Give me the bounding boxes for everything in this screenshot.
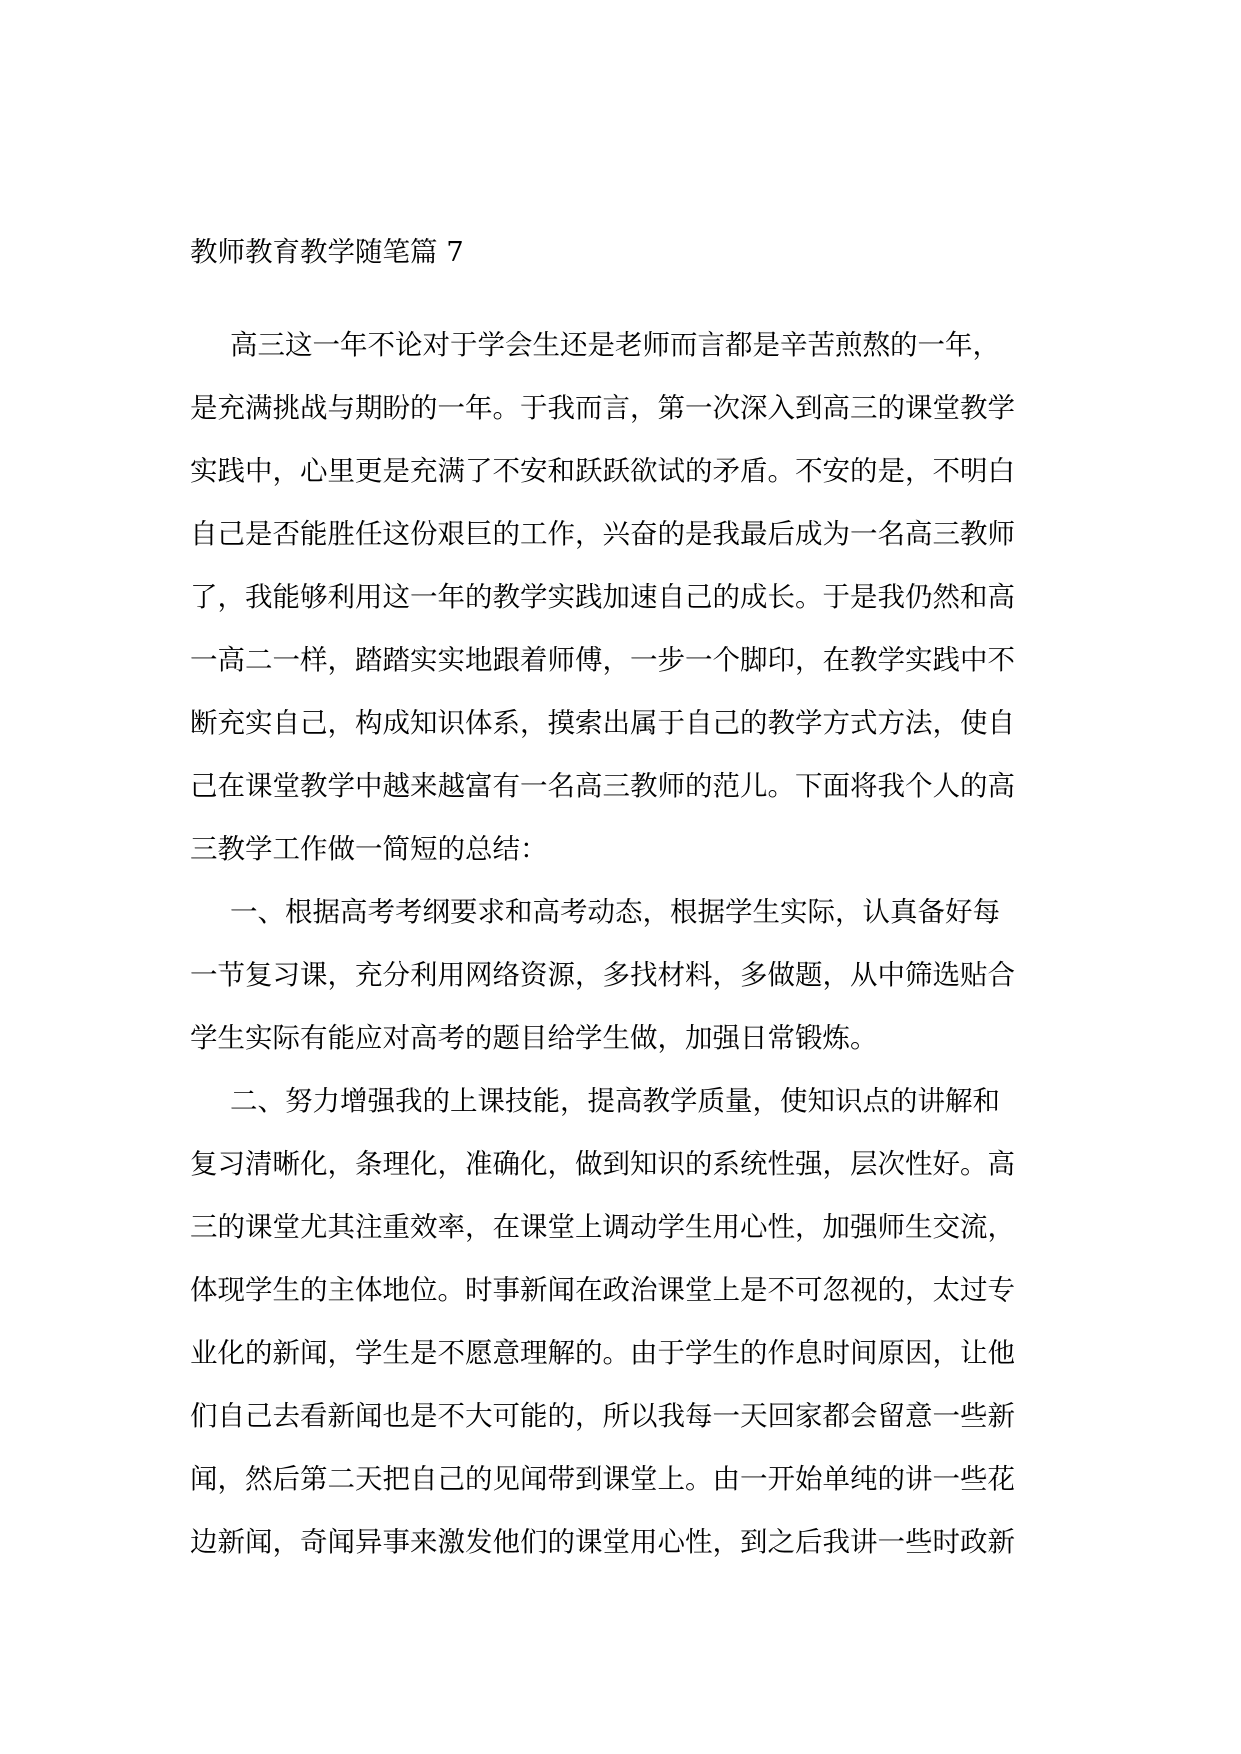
text-line: 己在课堂教学中越来越富有一名高三教师的范儿。下面将我个人的高 xyxy=(190,770,1015,802)
text-line: 三教学工作做一简短的总结： xyxy=(190,833,548,865)
text-line: 业化的新闻，学生是不愿意理解的。由于学生的作息时间原因，让他 xyxy=(190,1337,1015,1369)
text-line: 学生实际有能应对高考的题目给学生做，加强日常锻炼。 xyxy=(190,1022,878,1054)
text-line: 了，我能够利用这一年的教学实践加速自己的成长。于是我仍然和高 xyxy=(190,581,1015,613)
text-line: 是充满挑战与期盼的一年。于我而言，第一次深入到高三的课堂教学 xyxy=(190,392,1015,424)
text-line: 一节复习课，充分利用网络资源，多找材料，多做题，从中筛选贴合 xyxy=(190,959,1015,991)
text-line: 一、根据高考考纲要求和高考动态，根据学生实际，认真备好每 xyxy=(230,896,1000,928)
document-title: 教师教育教学随笔篇 7 xyxy=(190,236,464,268)
document-body xyxy=(190,314,1052,1574)
text-line: 二、努力增强我的上课技能，提高教学质量，使知识点的讲解和 xyxy=(230,1085,1000,1117)
text-line: 自己是否能胜任这份艰巨的工作，兴奋的是我最后成为一名高三教师 xyxy=(190,518,1015,550)
text-line: 体现学生的主体地位。时事新闻在政治课堂上是不可忽视的，太过专 xyxy=(190,1274,1015,1306)
text-line: 实践中，心里更是充满了不安和跃跃欲试的矛盾。不安的是，不明白 xyxy=(190,455,1015,487)
text-line: 三的课堂尤其注重效率，在课堂上调动学生用心性，加强师生交流， xyxy=(190,1211,1015,1243)
text-line: 断充实自己，构成知识体系，摸索出属于自己的教学方式方法，使自 xyxy=(190,707,1015,739)
text-line: 复习清晰化，条理化，准确化，做到知识的系统性强，层次性好。高 xyxy=(190,1148,1015,1180)
text-line: 一高二一样，踏踏实实地跟着师傅，一步一个脚印，在教学实践中不 xyxy=(190,644,1015,676)
text-line: 边新闻，奇闻异事来激发他们的课堂用心性，到之后我讲一些时政新 xyxy=(190,1526,1015,1558)
text-line: 闻，然后第二天把自己的见闻带到课堂上。由一开始单纯的讲一些花 xyxy=(190,1463,1015,1495)
text-line: 高三这一年不论对于学会生还是老师而言都是辛苦煎熬的一年， xyxy=(230,329,1000,361)
text-line: 们自己去看新闻也是不大可能的，所以我每一天回家都会留意一些新 xyxy=(190,1400,1015,1432)
